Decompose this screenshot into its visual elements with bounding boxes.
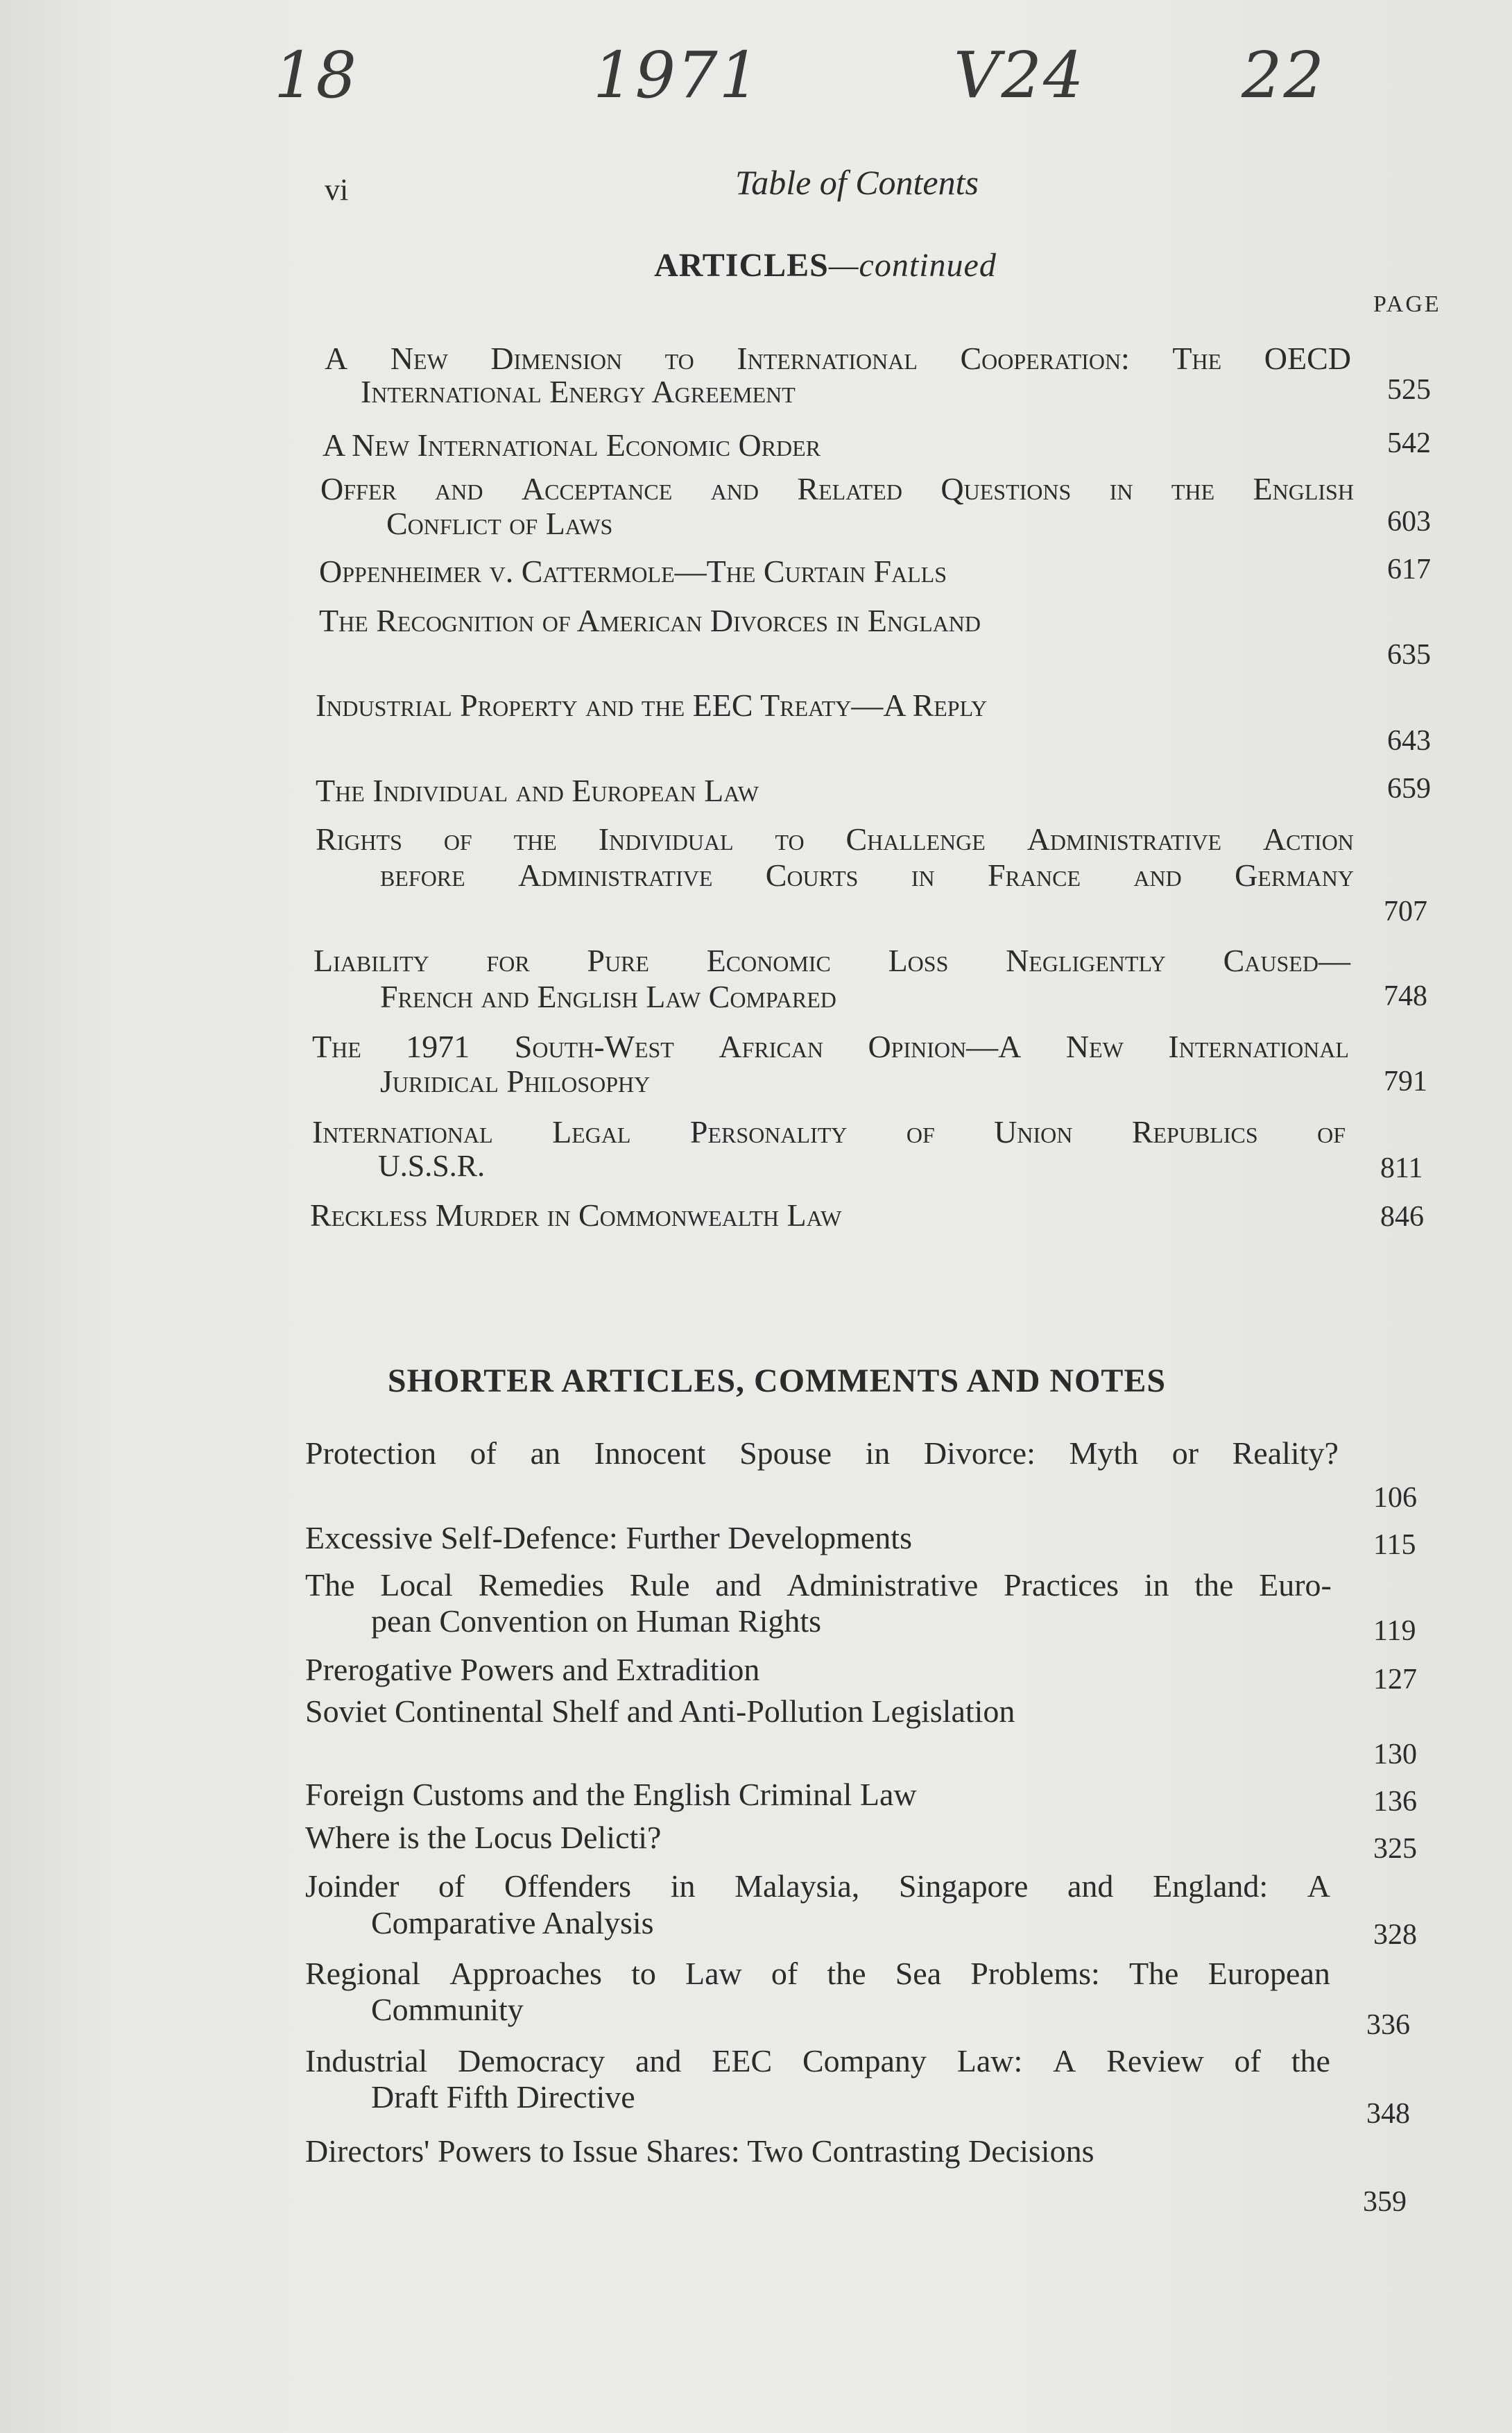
word: Law	[685, 1956, 742, 1991]
entry-title: A New International Economic Order	[323, 427, 821, 463]
entry-title	[305, 1566, 1332, 1603]
word: The	[305, 1567, 355, 1603]
word: Spouse	[739, 1435, 832, 1471]
word: Legal	[552, 1114, 631, 1150]
word: Malaysia,	[734, 1868, 860, 1904]
word: Administrative	[787, 1567, 979, 1603]
word: Germany	[1235, 857, 1354, 893]
entry-title-cont: Juridical Philosophy	[380, 1064, 651, 1099]
page-column-label: PAGE	[1373, 291, 1441, 317]
word: to	[631, 1956, 656, 1991]
word: in	[1109, 471, 1133, 506]
word: Myth	[1069, 1435, 1139, 1471]
word: the	[1194, 1567, 1234, 1603]
entry-title: Directors' Powers to Issue Shares: Two Contrasting Decisions	[305, 2133, 1094, 2169]
word: Questions	[940, 471, 1072, 506]
word: Related	[797, 471, 902, 506]
word: OECD	[1264, 341, 1351, 376]
articles-heading-text: ARTICLES	[654, 247, 829, 284]
word: Approaches	[449, 1956, 602, 1991]
entry-title: Foreign Customs and the English Criminal Law	[305, 1777, 917, 1812]
word: Caused—	[1223, 943, 1350, 978]
word: Regional	[305, 1956, 421, 1991]
word: in	[865, 1435, 891, 1471]
entry-title: The Individual and European Law	[316, 773, 759, 808]
entry-page: 635	[1387, 639, 1431, 671]
entry-page: 791	[1384, 1066, 1427, 1098]
entry-page: 328	[1373, 1919, 1417, 1951]
word: Personality	[689, 1114, 848, 1150]
word: Pure	[587, 943, 649, 978]
entry-page: 130	[1373, 1739, 1417, 1770]
entry-title-cont	[380, 857, 1354, 894]
entry-title	[316, 821, 1354, 857]
word: Loss	[888, 943, 949, 978]
entry-page: 659	[1387, 773, 1431, 805]
word: of	[906, 1114, 935, 1150]
word: England:	[1153, 1868, 1269, 1904]
word: Economic	[706, 943, 831, 978]
word: Divorce:	[923, 1435, 1036, 1471]
entry-title-cont: Community	[371, 1992, 524, 2027]
word: Dimension	[490, 341, 623, 376]
word: Negligently	[1006, 943, 1166, 978]
word: Rule	[629, 1567, 690, 1603]
word: to	[664, 341, 694, 376]
word: EEC	[712, 2043, 773, 2078]
word: and	[1067, 1868, 1114, 1904]
entry-title-cont: pean Convention on Human Rights	[371, 1603, 822, 1639]
entry-page: 106	[1373, 1482, 1417, 1514]
word: Remedies	[478, 1567, 605, 1603]
word: Innocent	[594, 1435, 706, 1471]
word: Industrial	[305, 2043, 428, 2078]
entry-title: Prerogative Powers and Extradition	[305, 1652, 760, 1687]
entry-title	[312, 1113, 1346, 1150]
entry-title	[305, 2042, 1330, 2079]
entry-page: 115	[1373, 1529, 1416, 1561]
handwritten-note: 18	[274, 38, 359, 112]
word: International	[737, 341, 918, 376]
word: in	[670, 1868, 696, 1904]
word: Protection	[305, 1435, 437, 1471]
word: of	[771, 1956, 798, 1991]
entry-page: 127	[1373, 1664, 1417, 1696]
word: English	[1253, 471, 1354, 506]
word: International	[312, 1114, 493, 1150]
word: The	[1128, 1956, 1179, 1991]
word: Rights	[316, 821, 402, 857]
entry-title: Reckless Murder in Commonwealth Law	[310, 1197, 842, 1233]
word: Cooperation:	[960, 341, 1130, 376]
entry-page: 603	[1387, 506, 1431, 538]
entry-title	[305, 1955, 1330, 1992]
word: Joinder	[305, 1868, 400, 1904]
running-title: Table of Contents	[735, 163, 979, 202]
entry-page: 748	[1384, 980, 1427, 1012]
shorter-articles-heading: SHORTER ARTICLES, COMMENTS AND NOTES	[387, 1363, 1167, 1399]
entry-title	[313, 942, 1350, 979]
entry-title: Excessive Self-Defence: Further Developments	[305, 1520, 912, 1555]
word: the	[827, 1956, 866, 1991]
entry-title-cont: International Energy Agreement	[361, 374, 796, 409]
handwritten-note: 22	[1242, 38, 1326, 112]
word: International	[1168, 1029, 1349, 1064]
entry-title	[305, 1868, 1330, 1904]
word: African	[719, 1029, 823, 1064]
word: the	[1171, 471, 1215, 506]
articles-heading-suffix: —continued	[828, 247, 997, 284]
entry-title-cont: Conflict of Laws	[386, 506, 613, 541]
word: in	[911, 857, 935, 893]
word: or	[1171, 1435, 1199, 1471]
entry-title	[325, 340, 1351, 377]
handwritten-annotations	[0, 38, 1512, 121]
word: Local	[380, 1567, 453, 1603]
entry-page: 348	[1366, 2098, 1410, 2130]
entry-page: 525	[1387, 374, 1431, 406]
word: to	[775, 821, 805, 857]
word: A	[1053, 2043, 1076, 2078]
entry-title: The Recognition of American Divorces in England	[319, 603, 981, 638]
entry-page: 707	[1384, 896, 1427, 928]
word: France	[987, 857, 1081, 893]
word: of	[1234, 2043, 1261, 2078]
entry-page: 325	[1373, 1833, 1417, 1865]
word: Opinion—A	[868, 1029, 1022, 1064]
entry-page: 336	[1366, 2009, 1410, 2041]
entry-page: 542	[1387, 427, 1431, 459]
word: Reality?	[1232, 1435, 1339, 1471]
entry-page: 811	[1380, 1152, 1423, 1184]
entry-title: Industrial Property and the EEC Treaty—A Reply	[316, 688, 988, 723]
handwritten-note: 1971	[593, 38, 762, 112]
word: South-West	[514, 1029, 674, 1064]
word: before	[380, 857, 465, 893]
entry-page: 617	[1387, 554, 1431, 586]
word: Review	[1106, 2043, 1204, 2078]
entry-page: 359	[1363, 2186, 1407, 2218]
word: Union	[994, 1114, 1073, 1150]
entry-title-cont: U.S.S.R.	[378, 1149, 486, 1183]
word: 1971	[406, 1029, 470, 1064]
word: Euro-	[1259, 1567, 1332, 1603]
entry-title-cont: Draft Fifth Directive	[371, 2079, 635, 2115]
word: Offer	[320, 471, 397, 506]
word: and	[1133, 857, 1182, 893]
word: and	[435, 471, 483, 506]
word: Law:	[956, 2043, 1023, 2078]
word: the	[513, 821, 557, 857]
word: Singapore	[898, 1868, 1029, 1904]
articles-heading	[0, 246, 1512, 284]
word: and	[635, 2043, 682, 2078]
word: of	[1317, 1114, 1346, 1150]
entry-page: 846	[1380, 1201, 1424, 1233]
page-folio: vi	[325, 173, 349, 207]
entry-page: 136	[1373, 1786, 1417, 1818]
word: The	[312, 1029, 361, 1064]
word: The	[1172, 341, 1222, 376]
word: Acceptance	[521, 471, 673, 506]
word: Practices	[1004, 1567, 1119, 1603]
entry-page: 643	[1387, 725, 1431, 757]
entry-title: Oppenheimer v. Cattermole—The Curtain Falls	[319, 554, 947, 589]
word: Company	[802, 2043, 927, 2078]
word: Challenge	[845, 821, 986, 857]
word: of	[443, 821, 472, 857]
entry-title: Soviet Continental Shelf and Anti-Pollution Legislation	[305, 1693, 1015, 1729]
word: an	[530, 1435, 560, 1471]
word: the	[1291, 2043, 1330, 2078]
word: Courts	[765, 857, 859, 893]
word: Offenders	[504, 1868, 632, 1904]
entry-title-cont: French and English Law Compared	[380, 979, 836, 1014]
entry-title: Where is the Locus Delicti?	[305, 1820, 662, 1855]
word: Problems:	[970, 1956, 1100, 1991]
word: New	[1065, 1029, 1124, 1064]
entry-page: 119	[1373, 1615, 1416, 1647]
word: A	[1307, 1868, 1330, 1904]
handwritten-note: V24	[954, 38, 1085, 112]
word: A	[325, 341, 348, 376]
word: in	[1144, 1567, 1169, 1603]
entry-title-cont: Comparative Analysis	[371, 1905, 654, 1940]
word: and	[715, 1567, 762, 1603]
entry-title	[320, 470, 1354, 507]
running-header	[0, 158, 1512, 207]
word: Liability	[313, 943, 429, 978]
word: Republics	[1131, 1114, 1258, 1150]
entry-title	[305, 1435, 1339, 1471]
word: Action	[1262, 821, 1354, 857]
word: Democracy	[458, 2043, 605, 2078]
word: of	[470, 1435, 497, 1471]
word: Sea	[895, 1956, 942, 1991]
word: for	[486, 943, 530, 978]
entry-title	[312, 1028, 1349, 1065]
word: Individual	[598, 821, 734, 857]
word: of	[438, 1868, 465, 1904]
word: European	[1208, 1956, 1330, 1991]
word: and	[710, 471, 759, 506]
word: Administrative	[1026, 821, 1222, 857]
word: New	[390, 341, 448, 376]
word: Administrative	[518, 857, 713, 893]
